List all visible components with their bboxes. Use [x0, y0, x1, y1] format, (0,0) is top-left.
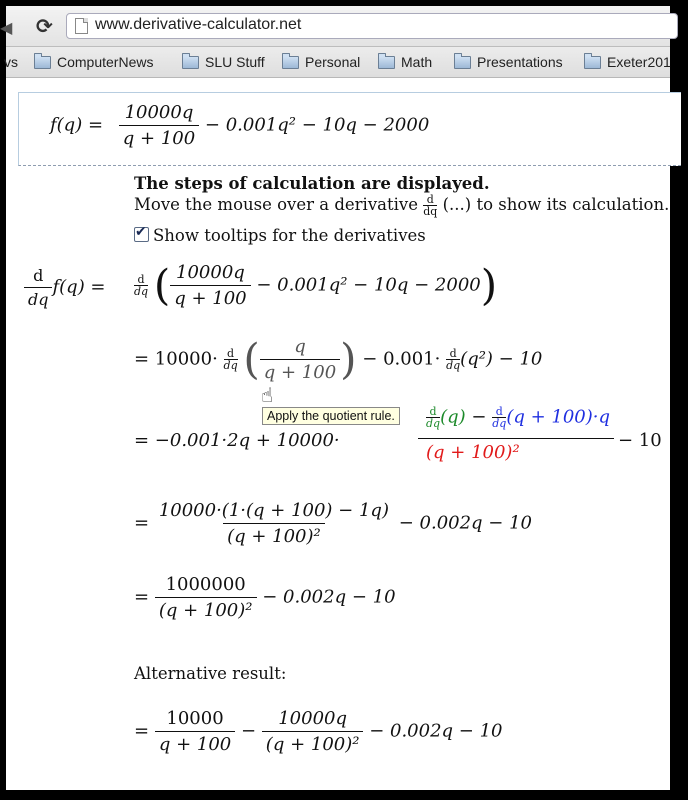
d-num: d — [426, 193, 434, 206]
step-3-numerator — [426, 406, 610, 429]
step2-fraction[interactable] — [260, 336, 340, 383]
fraction-denominator: (q + 100)² — [262, 731, 364, 755]
bookmark-label: SLU Stuff — [205, 54, 265, 70]
bookmark-label: Exeter201 — [607, 54, 671, 70]
step-2 — [134, 336, 542, 383]
fraction-numerator: 1000000 — [165, 574, 246, 595]
url-toolbar — [0, 6, 670, 47]
bookmark-exeter[interactable] — [584, 53, 671, 71]
paren-open: ( — [243, 334, 260, 384]
tooltips-checkbox[interactable] — [134, 227, 149, 242]
input-fraction — [119, 102, 199, 149]
d-num: d — [429, 405, 437, 418]
bookmarks-bar — [6, 47, 670, 78]
fraction-numerator: 10000·(1·(q + 100) − 1q) — [158, 500, 389, 521]
checkbox-label: Show tooltips for the derivatives — [153, 226, 426, 245]
bookmark-slu-stuff[interactable] — [182, 53, 265, 71]
d-den: dq — [426, 417, 441, 430]
bookmark-label: Math — [401, 54, 433, 70]
bookmark-computernews[interactable] — [34, 53, 153, 71]
step5-rest: − 0.002q − 10 — [262, 586, 396, 608]
folder-icon — [282, 56, 299, 69]
step5-fraction — [155, 574, 257, 621]
d-den: dq — [223, 359, 238, 372]
bookmark-presentations[interactable] — [454, 53, 563, 71]
folder-icon — [378, 56, 395, 69]
bookmark-item[interactable] — [4, 53, 18, 71]
step2-middle: − 0.001· — [362, 348, 441, 370]
alternative-result-label: Alternative result: — [134, 664, 287, 683]
input-function — [50, 102, 429, 149]
paren-close: ) — [340, 334, 357, 384]
step1-fraction — [170, 262, 250, 309]
fraction-numerator: 10000q — [176, 262, 245, 283]
alt-fraction-2 — [262, 708, 364, 755]
fraction-denominator: (q + 100)² — [223, 523, 325, 547]
step-1 — [134, 262, 497, 309]
fraction-numerator: 10000q — [124, 102, 194, 123]
step4-fraction — [155, 500, 393, 547]
step3-denominator: (q + 100)² — [426, 442, 520, 463]
d-num: d — [449, 347, 457, 360]
bookmark-label: Presentations — [477, 54, 563, 70]
step4-rest: − 0.002q − 10 — [398, 512, 533, 534]
page-icon — [75, 18, 88, 34]
equals-sign: = — [134, 720, 150, 742]
function-lhs: f(q) = — [50, 114, 104, 136]
d-num: d — [33, 266, 44, 285]
step-5 — [134, 574, 396, 621]
d-den: dq — [24, 287, 52, 309]
function-rest: − 0.001q² − 10q − 2000 — [204, 114, 430, 136]
alt-fraction-1 — [155, 708, 235, 755]
step3-fraction-bar — [418, 438, 614, 439]
alt-rest: − 0.002q − 10 — [369, 720, 503, 742]
equals-sign: = — [134, 586, 150, 608]
paren-close: ) — [480, 260, 498, 310]
d-den: dq — [446, 359, 461, 372]
steps-heading: The steps of calculation are displayed. — [134, 174, 490, 193]
instruction-text: Move the mouse over a derivative — [134, 195, 418, 214]
bookmark-label: vs — [4, 54, 18, 70]
fraction-numerator: 10000q — [278, 708, 348, 729]
derivative-operator[interactable] — [446, 348, 460, 371]
step3-suffix: − 10 — [618, 430, 662, 451]
derivative-operator-green — [426, 406, 440, 429]
page-content — [6, 78, 670, 790]
step-4 — [134, 500, 532, 547]
d-den: dq — [423, 205, 438, 218]
derivative-operator[interactable] — [224, 348, 238, 371]
folder-icon — [584, 56, 601, 69]
equals-sign: = — [134, 512, 150, 534]
alternative-result — [134, 708, 503, 755]
step-3-left — [134, 430, 340, 451]
fraction-numerator: q — [294, 336, 306, 357]
fraction-denominator: (q + 100)² — [155, 597, 257, 621]
fraction-denominator: q + 100 — [155, 731, 235, 755]
steps-instruction — [134, 194, 669, 217]
tooltips-toggle[interactable] — [134, 226, 426, 245]
step2-prefix: = 10000· — [134, 348, 218, 370]
minus-sign: − — [471, 406, 487, 428]
derivative-f: f(q) = — [52, 276, 106, 298]
derivative-operator — [423, 194, 437, 217]
d-dq-operator — [24, 266, 52, 309]
hand-cursor-icon: ☝ — [261, 383, 274, 407]
green-term: (q) — [440, 406, 466, 428]
address-bar[interactable] — [66, 13, 678, 39]
derivative-operator-blue — [492, 406, 506, 429]
bookmark-personal[interactable] — [282, 53, 360, 71]
minus-sign: − — [240, 720, 257, 742]
d-num: d — [227, 347, 235, 360]
bookmark-label: ComputerNews — [57, 54, 154, 70]
step1-rest: − 0.001q² − 10q − 2000 — [256, 274, 481, 296]
fraction-denominator: q + 100 — [170, 285, 250, 309]
derivative-lhs — [24, 266, 106, 309]
fraction-numerator: 10000 — [166, 708, 224, 729]
d-den: dq — [492, 417, 507, 430]
url-text[interactable]: www.derivative-calculator.net — [95, 16, 302, 33]
step2-arg: (q²) − 10 — [460, 348, 543, 370]
bookmark-label: Personal — [305, 54, 361, 70]
folder-icon — [454, 56, 471, 69]
d-num: d — [137, 273, 145, 286]
paren-open: ( — [153, 260, 171, 310]
bookmark-math[interactable] — [378, 53, 432, 71]
blue-term: (q + 100)·q — [506, 406, 611, 428]
fraction-denominator: q + 100 — [260, 359, 340, 383]
derivative-operator[interactable] — [134, 274, 148, 297]
instruction-text-after: (...) to show its calculation. — [442, 195, 670, 214]
quotient-rule-tooltip: Apply the quotient rule. — [262, 407, 400, 425]
folder-icon — [182, 56, 199, 69]
back-arrow-icon[interactable]: ◀ — [0, 18, 13, 37]
reload-icon[interactable]: ⟳ — [36, 14, 53, 38]
fraction-denominator: q + 100 — [119, 125, 199, 149]
d-num: d — [495, 405, 503, 418]
folder-icon — [34, 56, 51, 69]
step3-prefix: = −0.001·2q + 10000· — [134, 430, 340, 451]
browser-window — [0, 6, 671, 790]
d-den: dq — [134, 285, 149, 298]
